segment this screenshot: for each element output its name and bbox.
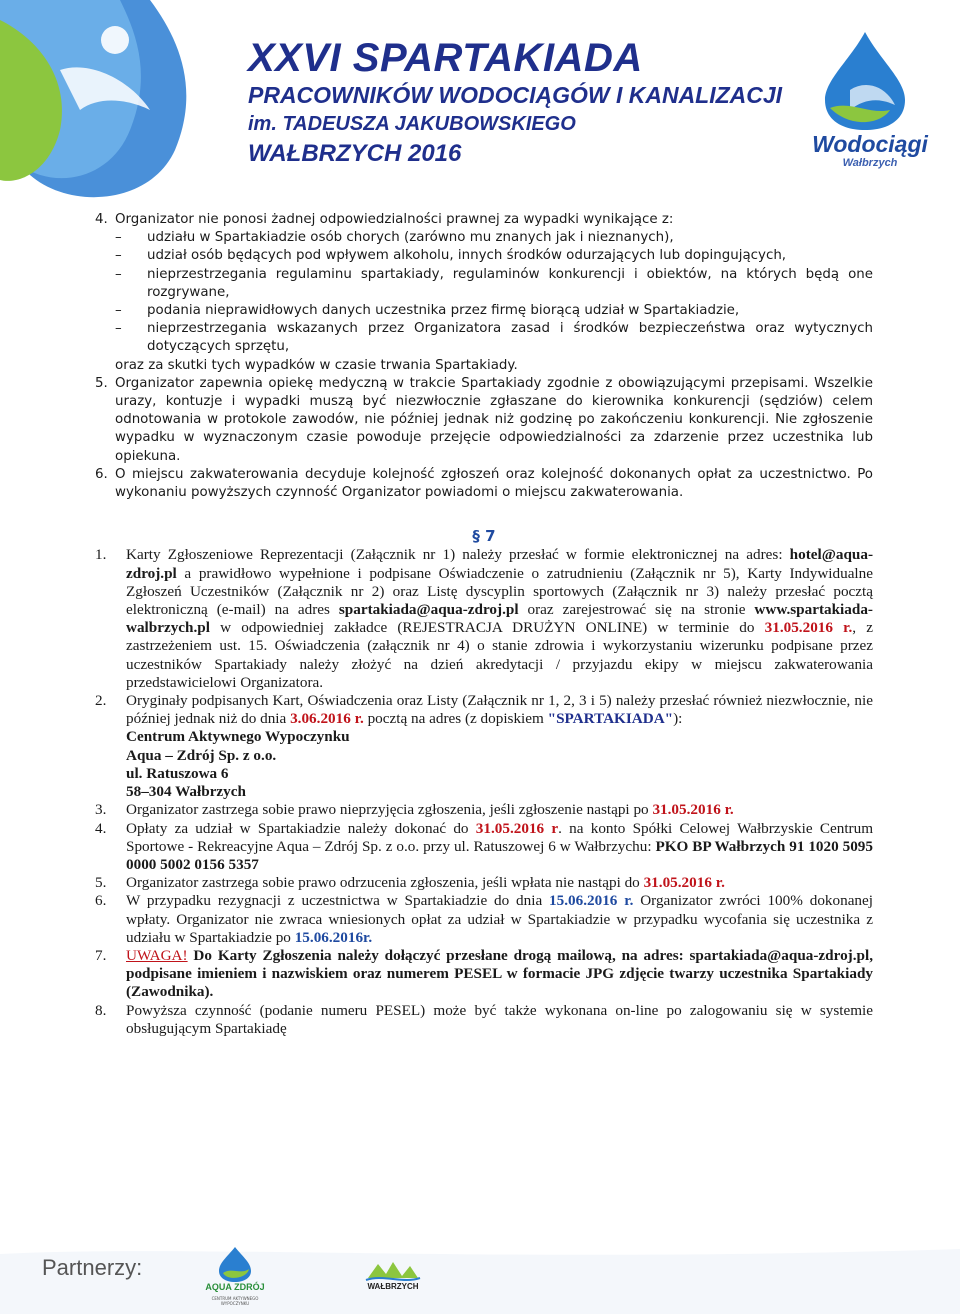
bullet-item: – nieprzestrzegania regulaminu spartakiady, regulaminów konkurencji i obiektów, na których będą one rozgrywane, bbox=[95, 266, 873, 302]
postal-note: "SPARTAKIADA" bbox=[547, 710, 674, 728]
aqua-zdroj-logo-icon bbox=[205, 1245, 265, 1283]
paragraph-7-heading: § 7 bbox=[472, 527, 496, 546]
bullet-item: – udział osób będących pod wpływem alkoholu, innych środków odurzających lub dopingujących, bbox=[95, 247, 873, 265]
email-link[interactable]: spartakiada@aqua-zdroj.pl bbox=[338, 601, 519, 619]
website-link[interactable]: www.spartakiada-walbrzych.pl bbox=[126, 601, 873, 637]
dash-icon: – bbox=[115, 266, 122, 282]
partners-label: Partnerzy: bbox=[42, 1255, 143, 1280]
dash-icon: – bbox=[115, 303, 122, 319]
page-header bbox=[0, 0, 960, 210]
item-6: 6. W przypadku rezygnacji z uczestnictwa w Spartakiadzie do dnia 15.06.2016 r. Organizator zwróci 100% dokonanej wpłaty. Organizator nie zwraca wniesionych opłat za udział w Spartakiadzie w przypadku wycofania się uczestnika z udziału w Spartakiadzie po 15.06.2016r. bbox=[95, 892, 873, 946]
page-footer bbox=[0, 1244, 960, 1314]
address-line: 58–304 Wałbrzych bbox=[126, 783, 246, 801]
warning-label: UWAGA! bbox=[126, 946, 188, 964]
section-registration bbox=[95, 546, 873, 1037]
dash-icon: – bbox=[115, 321, 122, 337]
bullet-item: – nieprzestrzegania wskazanych przez Organizatora zasad i środków bezpieczeństwa oraz wytycznych dotyczących sprzętu, bbox=[95, 320, 873, 356]
dash-icon: – bbox=[115, 230, 122, 246]
logo-sub-text: Wałbrzych bbox=[842, 157, 898, 169]
item-3: 3. Organizator zastrzega sobie prawo nieprzyjęcia zgłoszenia, jeśli zgłoszenie nastąpi po 31.05.2016 r. bbox=[95, 801, 734, 819]
deadline-date: 3.06.2016 r. bbox=[290, 710, 364, 728]
walbrzych-logo-icon bbox=[358, 1258, 428, 1282]
aqua-zdroj-logo-subtext: CENTRUM AKTYWNEGO WYPOCZYNKU bbox=[211, 1296, 259, 1306]
bullet-item: – podania nieprawidłowych danych uczestnika przez firmę biorącą udział w Spartakiadzie, bbox=[95, 302, 873, 320]
clause-5: 5. Organizator zapewnia opiekę medyczną w trakcie Spartakiady zgodnie z obowiązującymi przepisami. Wszelkie urazy, kontuzje i wypadki muszą być niezwłocznie zgłaszane do kierownika konkurencji (sędziów) celem odnotowania w protokole zawodów, nie później jednak niż godzinę po zakończeniu konkurencji. Nie zgłoszenie wypadku w wyznaczonym czasie powoduje przejęcie odpowiedzialności za zdarzenie przez uczestnika lub opiekuna. bbox=[95, 375, 873, 464]
footer-wave bbox=[0, 1244, 960, 1314]
event-place-year: WAŁBRZYCH 2016 bbox=[248, 140, 462, 167]
bank-account: PKO BP Wałbrzych 91 1020 5095 0000 5002 0156 5357 bbox=[126, 837, 873, 873]
event-title: XXVI SPARTAKIADA bbox=[248, 36, 643, 80]
address-line: Centrum Aktywnego Wypoczynku bbox=[126, 728, 350, 746]
walbrzych-logo-text: WAŁBRZYCH bbox=[367, 1282, 419, 1291]
deadline-date: 31.05.2016 r. bbox=[764, 619, 853, 637]
email-link[interactable]: hotel@aqua-zdroj.pl bbox=[126, 546, 873, 582]
dash-icon: – bbox=[115, 248, 122, 264]
clause-6: 6. O miejscu zakwaterowania decyduje kolejność zgłoszeń oraz kolejność dokonanych opłat za uczestnictwo. Po wykonaniu powyższych czynność Organizator powiadomi o miejscu zakwaterowania. bbox=[95, 466, 873, 501]
event-patron: im. TADEUSZA JAKUBOWSKIEGO bbox=[248, 113, 576, 135]
section-liability bbox=[95, 211, 873, 502]
aqua-zdroj-logo-text: AQUA ZDRÓJ bbox=[205, 1282, 265, 1292]
address-line: Aqua – Zdrój Sp. z o.o. bbox=[126, 746, 277, 764]
clause-4 bbox=[95, 211, 873, 229]
athlete-drop-logo bbox=[0, 0, 240, 210]
clause-4-end: oraz za skutki tych wypadków w czasie trwania Spartakiady. bbox=[115, 357, 518, 373]
item-2: 2. Oryginały podpisanych Kart, Oświadczenia oraz Listy (Załącznik nr 1, 2, 3 i 5) należy przesłać również niezwłocznie, nie później jednak niż do dnia 3.06.2016 r. pocztą na adres (z dopiskiem "SPARTAKIADA"): Centrum Aktywnego Wypoczynku Aqua – Zdrój Sp. z o.o. ul. Ratuszowa 6 58–304 Wałbrzych bbox=[95, 692, 873, 801]
item-5: 5. Organizator zastrzega sobie prawo odrzucenia zgłoszenia, jeśli wpłata nie nastąpi do 31.05.2016 r. bbox=[95, 874, 725, 892]
header-title-block bbox=[248, 36, 782, 170]
event-subtitle: PRACOWNIKÓW WODOCIĄGÓW I KANALIZACJI bbox=[248, 82, 783, 108]
item-1: 1. Karty Zgłoszeniowe Reprezentacji (Załącznik nr 1) należy przesłać w formie elektronicznej na adres: hotel@aqua-zdroj.pl a prawidłowo wypełnione i podpisane Oświadczenie o zatrudnieniu (Załącznik nr 5), Karty Indywidualne Zgłoszeń Uczestników (Załącznik nr 2) oraz Listę dyscyplin sportowych (Załącznik nr 3) należy przesłać pocztą elektroniczną (e-mail) na adres spartakiada@aqua-zdroj.pl oraz zarejestrować się na stronie www.spartakiada-walbrzych.pl w odpowiedniej zakładce (REJESTRACJA DRUŻYN ONLINE) w terminie do 31.05.2016 r., z zastrzeżeniem ust. 15. Oświadczenia (załącznik nr 4) o stanie zdrowia i wykorzystaniu wizerunku podpisane przez uczestników Spartakiady należy złożyć na dzień akredytacji / przyjazdu ekipy w miejscu zakwaterowania przedstawicielowi Organizatora. bbox=[95, 546, 873, 691]
clause-number: 4. bbox=[95, 212, 108, 227]
wodociagi-logo bbox=[812, 132, 928, 170]
bullet-item: – udziału w Spartakiadzie osób chorych (zarówno mu znanych jak i nieznanych), bbox=[95, 229, 873, 247]
logo-main-text: Wodociągi bbox=[812, 131, 928, 157]
item-8: 8. Powyższa czynność (podanie numeru PESEL) może być także wykonana on-line po zalogowaniu się w systemie obsługującym Spartakiadę bbox=[95, 1001, 873, 1037]
document-body bbox=[95, 211, 873, 1038]
item-4: 4. Opłaty za udział w Spartakiadzie należy dokonać do 31.05.2016 r. na konto Spółki Celowej Wałbrzyskie Centrum Sportowe - Rekreacyjne Aqua – Zdrój Sp. z o.o. przy ul. Ratuszowej 6 w Wałbrzychu: PKO BP Wałbrzych 91 1020 5095 0000 5002 0156 5357 bbox=[95, 819, 874, 873]
address-line: ul. Ratuszowa 6 bbox=[126, 764, 229, 782]
wodociagi-drop-icon bbox=[810, 30, 920, 130]
clause-text: Organizator nie ponosi żadnej odpowiedzialności prawnej za wypadki wynikające z: bbox=[115, 212, 674, 227]
item-7: 7. UWAGA! Do Karty Zgłoszenia należy dołączyć przesłane drogą mailową, na adres: spartakiada@aqua-zdroj.pl, podpisane imieniem i nazwiskiem oraz numerem PESEL w formacie JPG zdjęcie twarzy uczestnika Spartakiady (Zawodnika). bbox=[95, 946, 873, 1001]
